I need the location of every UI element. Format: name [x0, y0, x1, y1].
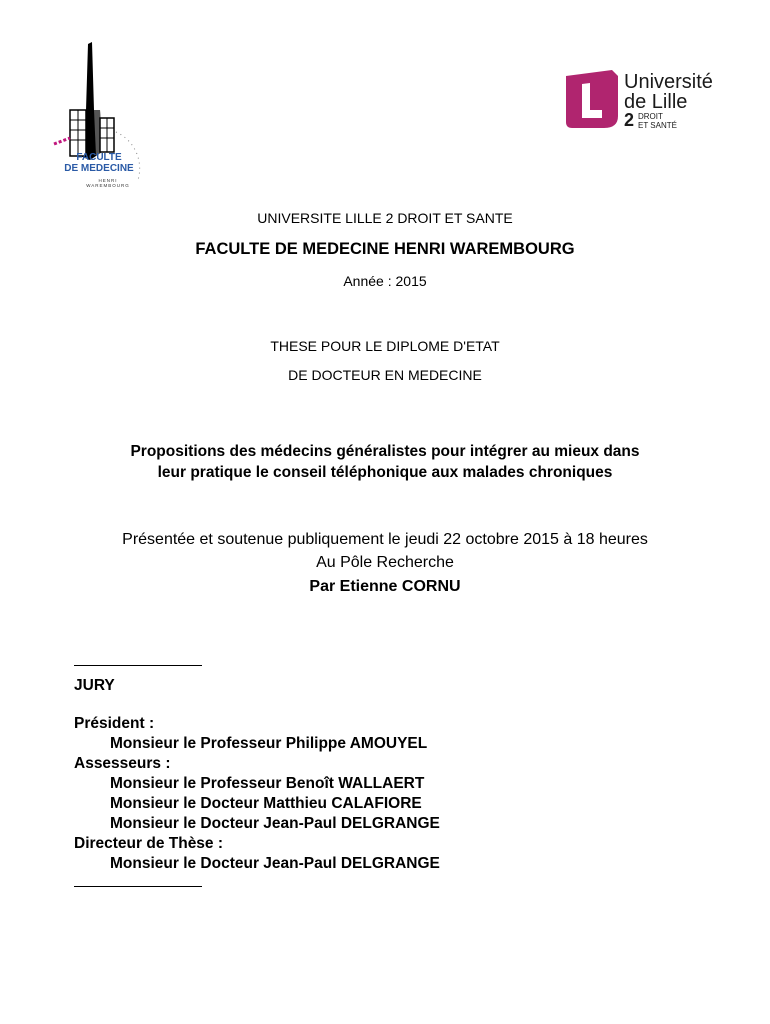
- faculte-de-medecine-logo: [44, 40, 150, 192]
- university-name: UNIVERSITE LILLE 2 DROIT ET SANTE: [257, 210, 513, 226]
- directeur-label: Directeur de Thèse :: [74, 835, 224, 852]
- directeur-name: Monsieur le Docteur Jean-Paul DELGRANGE: [110, 855, 440, 872]
- thesis-line2: DE DOCTEUR EN MEDECINE: [288, 367, 482, 383]
- faculte-logo-line2: DE MEDECINE: [64, 163, 134, 174]
- president-name: Monsieur le Professeur Philippe AMOUYEL: [110, 735, 428, 752]
- jury-top-rule: [74, 665, 202, 666]
- universite-sub-line2: ET SANTÉ: [638, 121, 677, 130]
- universite-number: 2: [624, 110, 635, 130]
- universite-de-lille-logo-icon: [566, 70, 618, 130]
- jury-bottom-rule: [74, 886, 202, 887]
- year: Année : 2015: [343, 273, 427, 289]
- presentation-line2: Au Pôle Recherche: [316, 554, 454, 571]
- universite-name-line1: Université: [624, 71, 713, 93]
- thesis-title-line2: leur pratique le conseil téléphonique aux malades chroniques: [157, 464, 613, 481]
- thesis-title-line1: Propositions des médecins généralistes pour intégrer au mieux dans: [130, 443, 640, 460]
- thesis-title: [0, 441, 770, 483]
- faculte-logo-arc-text: HENRI WAREMBOURG: [86, 178, 130, 188]
- universite-sub-line1: DROIT: [638, 112, 663, 121]
- assesseurs-label: Assesseurs :: [74, 755, 171, 772]
- universite-de-lille-logo: [566, 70, 736, 134]
- jury-list: [74, 714, 440, 874]
- author: Par Etienne CORNU: [309, 578, 461, 595]
- assesseur-1: Monsieur le Professeur Benoît WALLAERT: [110, 775, 425, 792]
- president-label: Président :: [74, 715, 155, 732]
- jury-heading: JURY: [74, 677, 115, 694]
- thesis-line1: THESE POUR LE DIPLOME D'ETAT: [270, 338, 500, 354]
- assesseur-2: Monsieur le Docteur Matthieu CALAFIORE: [110, 795, 422, 812]
- presentation-line1: Présentée et soutenue publiquement le jeudi 22 octobre 2015 à 18 heures: [122, 531, 648, 548]
- universite-name-line2: de Lille: [624, 91, 688, 113]
- faculty-name: FACULTE DE MEDECINE HENRI WAREMBOURG: [195, 240, 575, 258]
- assesseur-3: Monsieur le Docteur Jean-Paul DELGRANGE: [110, 815, 440, 832]
- faculte-logo-line1: FACULTE: [76, 152, 122, 163]
